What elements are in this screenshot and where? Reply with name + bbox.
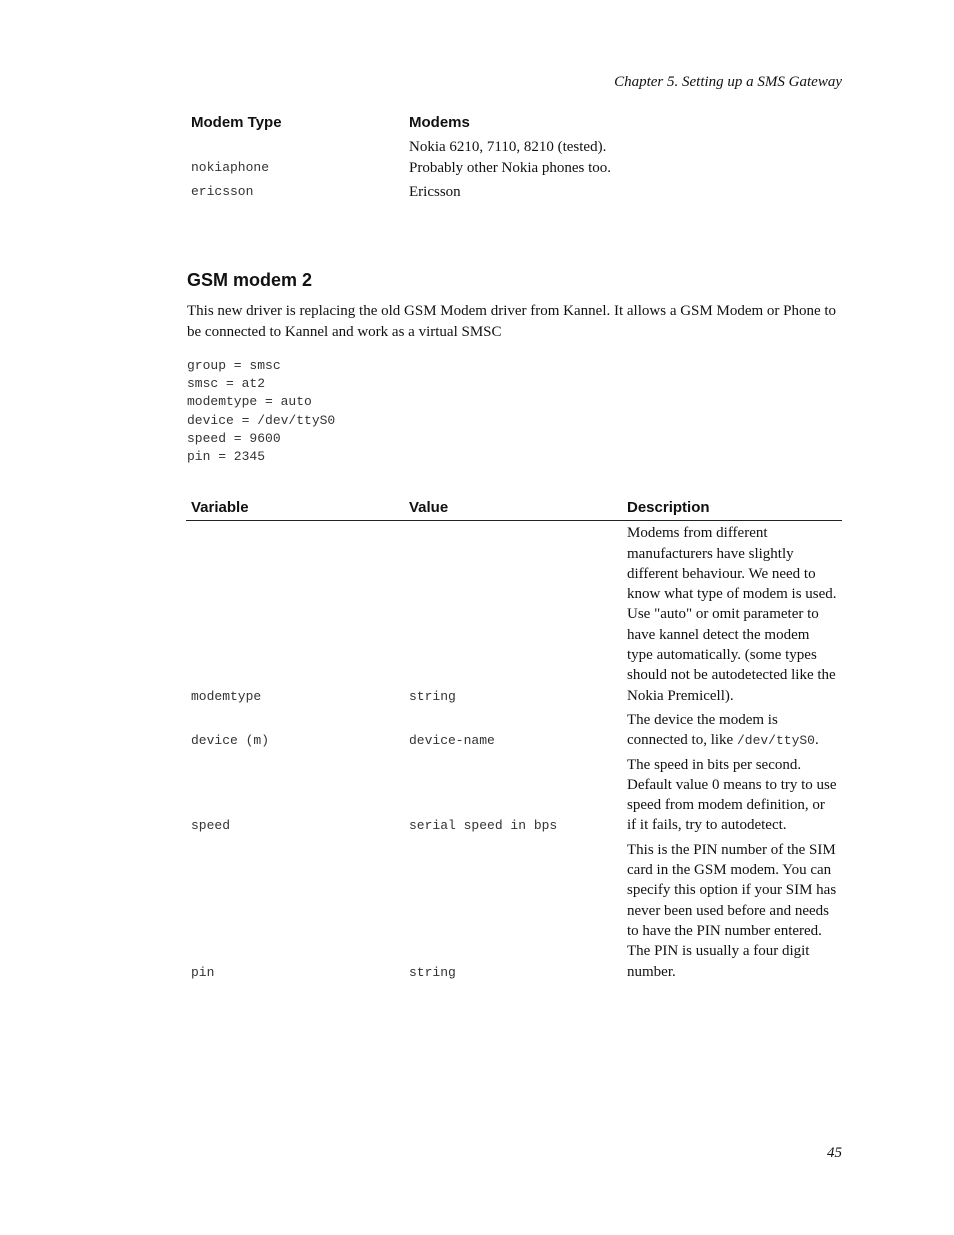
description-text: This is the PIN number of the SIM card in the GSM modem. You can specify this option if your SIM has never been used before and needs to have the PIN number entered. The PIN is usually a four digit number. xyxy=(627,841,837,980)
table-row xyxy=(186,753,842,838)
value-cell: serial speed in bps xyxy=(409,818,558,834)
table-header-row xyxy=(186,498,842,521)
config-line: pin = 2345 xyxy=(187,449,266,465)
modems-text: Nokia 6210, 7110, 8210 (tested). Probably other Nokia phones too. xyxy=(409,139,612,176)
variable-cell: pin xyxy=(191,964,215,980)
section-paragraph: This new driver is replacing the old GSM Modem driver from Kannel. It allows a GSM Modem or Phone to be connected to Kannel and work as a virtual SMSC xyxy=(187,303,837,340)
variable-cell: speed xyxy=(191,818,231,834)
modems-cell xyxy=(404,135,622,180)
config-line: speed = 9600 xyxy=(187,430,281,446)
column-header-modems: Modems xyxy=(409,114,470,131)
running-header: Chapter 5. Setting up a SMS Gateway xyxy=(614,74,842,90)
variable-table xyxy=(186,498,842,984)
table-header-row xyxy=(186,113,622,135)
column-header-description: Description xyxy=(622,498,842,521)
description-suffix: . xyxy=(814,732,819,749)
page-number: 45 xyxy=(827,1145,842,1161)
table-row xyxy=(186,135,622,180)
description-cell xyxy=(622,753,842,838)
modems-cell: Ericsson xyxy=(409,183,461,200)
description-code: /dev/ttyS0 xyxy=(736,733,815,749)
description-cell xyxy=(622,838,842,984)
config-line: device = /dev/ttyS0 xyxy=(187,412,336,428)
value-cell: string xyxy=(409,688,456,704)
table-row xyxy=(186,521,842,708)
config-code-block xyxy=(187,357,335,466)
config-line: smsc = at2 xyxy=(187,376,266,392)
column-header-variable: Variable xyxy=(186,498,404,521)
variable-cell: modemtype xyxy=(191,688,262,704)
value-cell: device-name xyxy=(409,733,495,749)
modem-type-cell: nokiaphone xyxy=(191,159,270,175)
column-header-modem-type: Modem Type xyxy=(191,114,282,131)
modem-type-table xyxy=(186,113,622,204)
config-line: group = smsc xyxy=(187,358,281,373)
section-heading: GSM modem 2 xyxy=(187,270,313,290)
table-row xyxy=(186,180,622,204)
description-text: The device the modem is connected to, like xyxy=(627,711,778,749)
description-text: The speed in bits per second. Default value 0 means to try to use speed from modem definition, or if it fails, try to autodetect. xyxy=(627,756,837,834)
config-line: modemtype = auto xyxy=(187,394,312,410)
description-text: Modems from different manufacturers have slightly different behaviour. We need to know what type of modem is used. Use "auto" or omit parameter to have kannel detect the modem type automatically. (some types should not be autodetected like the Nokia Premicell). xyxy=(627,525,837,704)
modem-type-cell: ericsson xyxy=(191,183,254,199)
value-cell: string xyxy=(409,964,456,980)
variable-cell: device (m) xyxy=(191,733,270,749)
column-header-value: Value xyxy=(404,498,622,521)
description-cell xyxy=(622,521,842,708)
table-row xyxy=(186,838,842,984)
description-cell xyxy=(622,708,842,753)
table-row xyxy=(186,708,842,753)
